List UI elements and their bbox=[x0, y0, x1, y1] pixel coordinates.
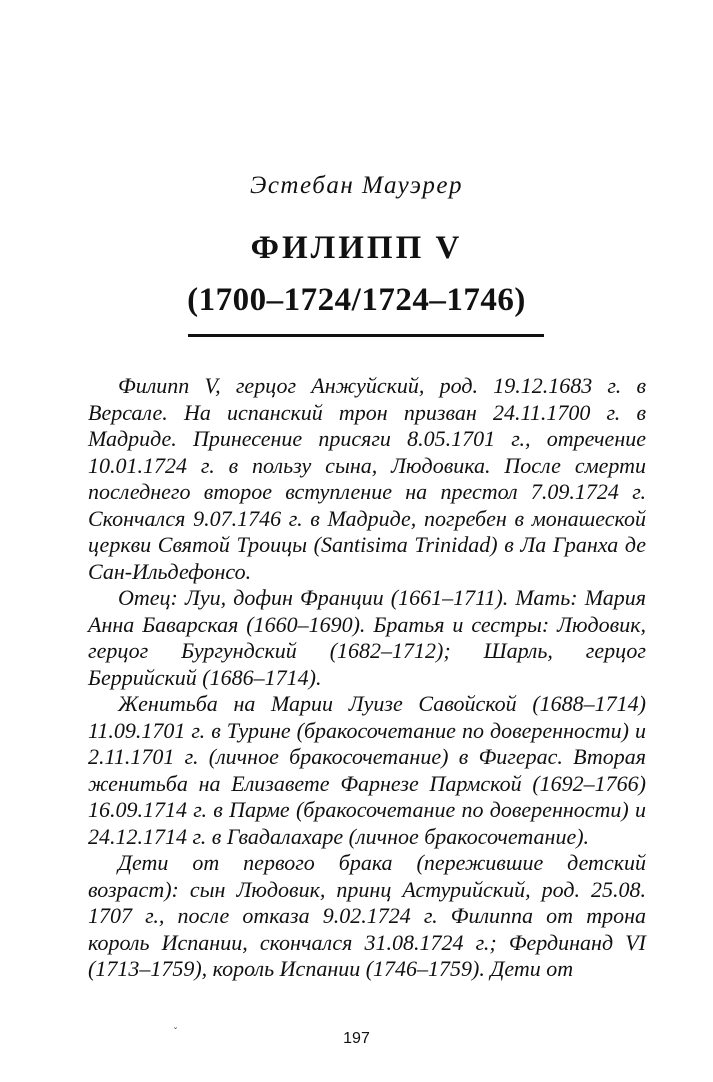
title-underline bbox=[188, 334, 544, 337]
body-text bbox=[88, 373, 646, 983]
author-name: Эстебан Мауэрер bbox=[249, 172, 464, 199]
paragraph-children: Дети от первого брака (пережившие детский возраст): сын Людовик, принц Астурийский, род. 25.08. 1707 г., после отказа 9.02.1724 г. Филиппа от трона король Испании, скончался 31.08.1724 г.; Фердинанд VI (1713–1759), король Испании (1746–1759). Дети от bbox=[88, 850, 646, 981]
chapter-reign-dates: (1700–1724/1724–1746) bbox=[187, 282, 526, 318]
paragraph-biography: Филипп V, герцог Анжуйский, род. 19.12.1683 г. в Версале. На испанский трон призван 24.11.1700 г. в Мадриде. Принесение присяги 8.05.1701 г., отречение 10.01.1724 г. в пользу сына, Людовика. После смерти последнего второе вступление на престол 7.09.1724 г. Скончался 9.07.1746 г. в Мадриде, погребен в монашеской церкви Святой Троицы (Santisima Trinidad) в Ла Гранха де Сан-Ильдефонсо. bbox=[88, 373, 646, 584]
paragraph-parents-siblings: Отец: Луи, дофин Франции (1661–1711). Мать: Мария Анна Баварская (1660–1690). Братья и сестры: Людовик, герцог Бургундский (1682–1712); Шарль, герцог Беррийский (1686–1714). bbox=[88, 585, 646, 690]
page-number: 197 bbox=[343, 1030, 370, 1047]
scan-speck: ˇ bbox=[173, 1027, 178, 1038]
paragraph-marriages: Женитьба на Марии Луизе Савойской (1688–1714) 11.09.1701 г. в Турине (бракосочетание по доверенности) и 2.11.1701 г. (личное бракосочетание) в Фигерас. Вторая женитьба на Елизавете Фарнезе Пармской (1692–1766) 16.09.1714 г. в Парме (бракосочетание по доверенности) и 24.12.1714 г. в Гвадалахаре (личное бракосочетание). bbox=[88, 691, 646, 849]
chapter-title: ФИЛИПП V bbox=[250, 230, 463, 266]
